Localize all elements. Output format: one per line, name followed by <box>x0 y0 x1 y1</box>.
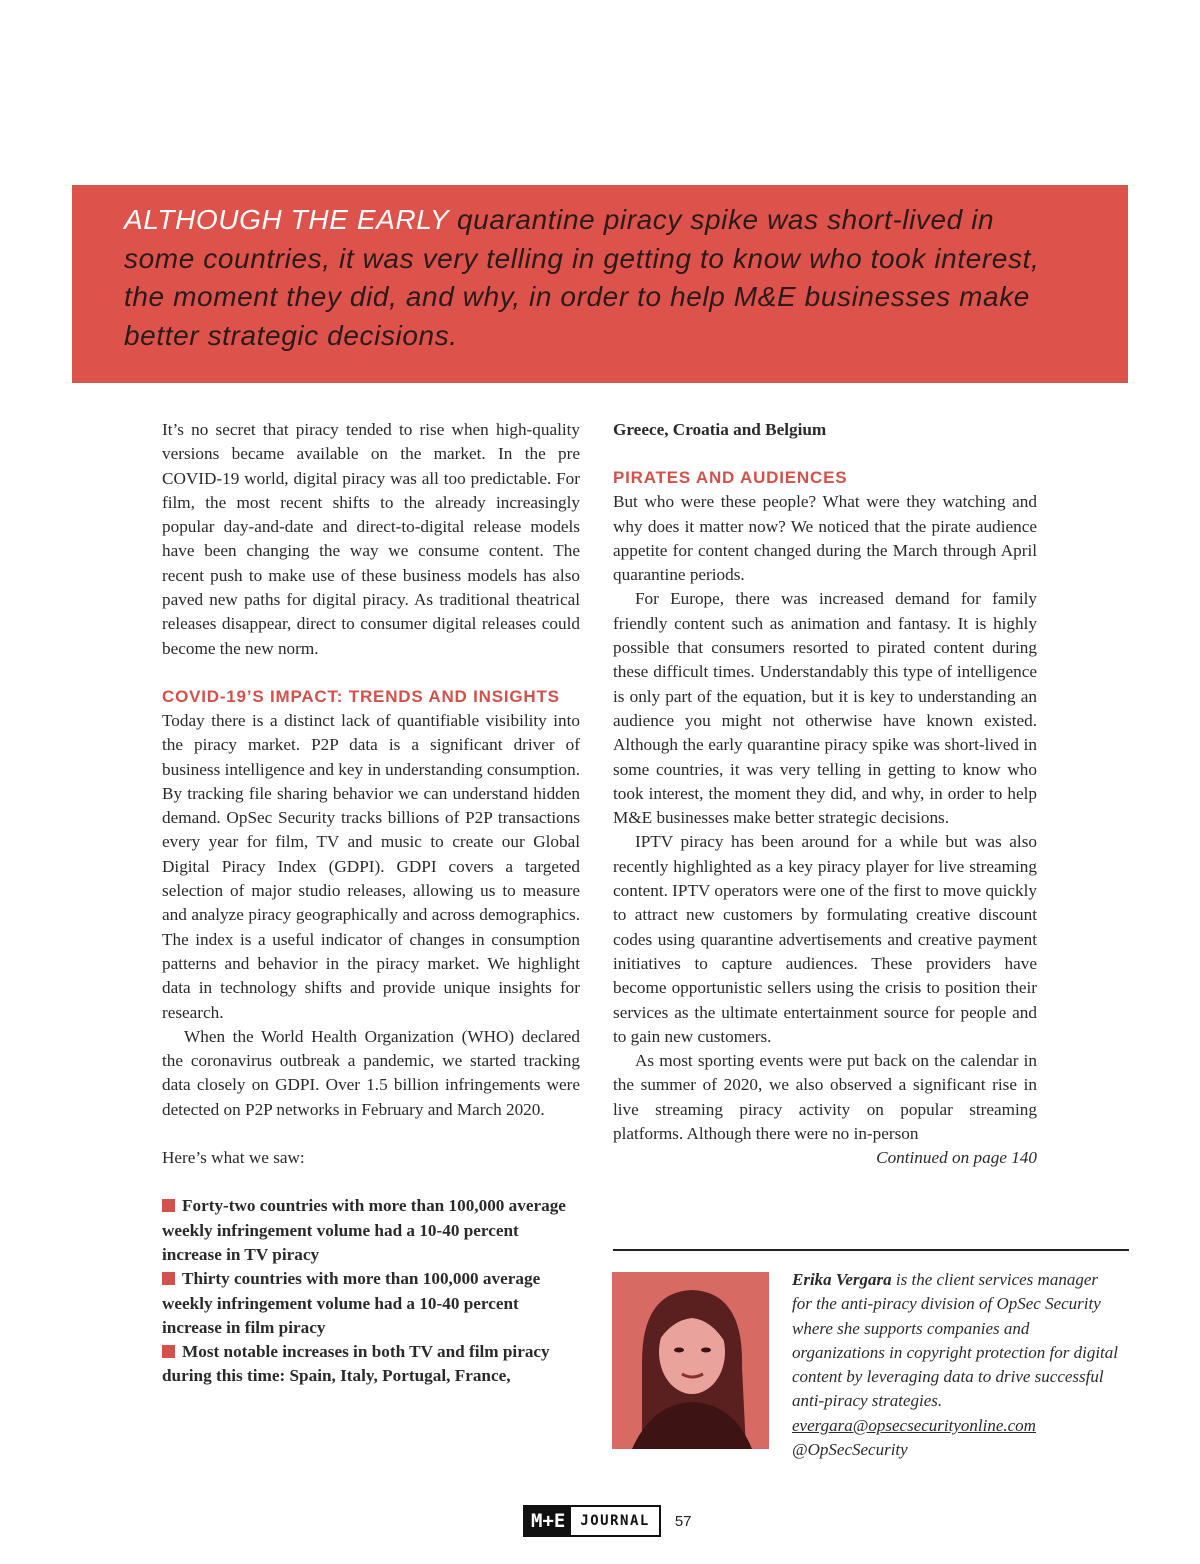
bio-divider <box>613 1249 1129 1251</box>
author-bio <box>792 1268 1122 1462</box>
page-footer <box>523 1505 692 1537</box>
right-column <box>613 418 1037 1171</box>
paragraph: For Europe, there was increased demand for family friendly content such as animation and fantasy. It is highly possible that consumers resorted to pirated content during these difficult times. Understandably this type of intelligence is only part of the equation, but it is key to understanding an audience you might not otherwise have known existed. Although the early quarantine piracy spike was short-lived in some countries, it was very telling in getting to know who took interest, the moment they did, and why, in order to help M&E businesses make better strategic decisions. <box>613 589 1037 828</box>
bio-text: is the client services manager for the anti-piracy division of OpSec Security where she supports companies and organizations in copyright protection for digital content by leveraging data to drive successful anti-piracy strategies. <box>792 1270 1118 1411</box>
continued-note: Continued on page 140 <box>876 1148 1037 1168</box>
author-email-link[interactable]: evergara@opsecsecurityonline.com <box>792 1415 1036 1435</box>
logo-journal: JOURNAL <box>571 1507 659 1535</box>
section-heading-covid: COVID-19’S IMPACT: TRENDS AND INSIGHTS <box>162 686 560 706</box>
bullet-list <box>162 1194 580 1388</box>
paragraph: But who were these people? What were they watching and why does it matter now? We noticed that the pirate audience appetite for content changed during the March through April quarantine periods. <box>613 492 1037 585</box>
pull-quote-text <box>124 201 1068 355</box>
bullet-square-icon <box>162 1345 175 1358</box>
bullet-item: Forty-two countries with more than 100,000 average weekly infringement volume had a 10-40 percent increase in TV piracy <box>162 1196 566 1264</box>
saw-line: Here’s what we saw: <box>162 1148 305 1168</box>
paragraph: IPTV piracy has been around for a while but was also recently highlighted as a key piracy player for live streaming content. IPTV operators were one of the first to move quickly to attract new customers by formulating creative discount codes using quarantine advertisements and creative payment initiatives to capture audiences. These providers have become opportunistic sellers using the crisis to position their services as the ultimate entertainment source for people and to gain new customers. <box>613 832 1038 1046</box>
pull-quote-rest: quarantine piracy spike was short-lived in some countries, it was very telling in getting to know who took interest, the moment they did, and why, in order to help M&E businesses make better strategic decisions. <box>124 204 1040 351</box>
author-handle: @OpSecSecurity <box>792 1440 908 1460</box>
paragraph: As most sporting events were put back on the calendar in the summer of 2020, we also observed a significant rise in live streaming piracy activity on popular streaming platforms. Although there were no in-person <box>613 1051 1037 1144</box>
pull-quote-lead: ALTHOUGH THE EARLY <box>124 204 449 235</box>
logo-me: M+E <box>525 1507 571 1535</box>
author-portrait-icon <box>612 1272 769 1449</box>
page-number: 57 <box>674 1512 692 1530</box>
section-heading-pirates: PIRATES AND AUDIENCES <box>613 468 848 488</box>
bullet-item: Most notable increases in both TV and film piracy during this time: Spain, Italy, Portugal, France, <box>162 1342 550 1386</box>
journal-logo <box>523 1505 661 1537</box>
author-name: Erika Vergara <box>792 1270 892 1289</box>
author-photo <box>612 1272 769 1449</box>
bullet-square-icon <box>162 1272 175 1285</box>
bullet-continuation: Greece, Croatia and Belgium <box>613 420 827 439</box>
bullet-item: Thirty countries with more than 100,000 average weekly infringement volume had a 10-40 percent increase in film piracy <box>162 1269 541 1337</box>
pull-quote-banner <box>72 185 1128 383</box>
left-column <box>162 418 580 1389</box>
bullet-square-icon <box>162 1199 175 1212</box>
paragraph: When the World Health Organization (WHO) declared the coronavirus outbreak a pandemic, we started tracking data closely on GDPI. Over 1.5 billion infringements were detected on P2P networks in February and March 2020. <box>162 1026 580 1119</box>
intro-paragraph: It’s no secret that piracy tended to rise when high-quality versions became available on the market. In the pre COVID-19 world, digital piracy was all too predictable. For film, the most recent shifts to the already increasingly popular day-and-date and direct-to-digital release models have been changing the way we consume content. The recent push to make use of these business models has also paved new paths for digital piracy. As traditional theatrical releases disappear, direct to consumer digital releases could become the new norm. <box>162 420 580 658</box>
paragraph: Today there is a distinct lack of quantifiable visibility into the piracy market. P2P data is a significant driver of business intelligence and key in understanding consumption. By tracking file sharing behavior we can understand hidden demand. OpSec Security tracks billions of P2P transactions every year for film, TV and music to create our Global Digital Piracy Index (GDPI). GDPI covers a targeted selection of major studio releases, allowing us to measure and analyze piracy geographically and across demographics. The index is a useful indicator of changes in consumption patterns and behavior in the piracy market. We highlight data in technology shifts and provide unique insights for research. <box>162 710 580 1022</box>
